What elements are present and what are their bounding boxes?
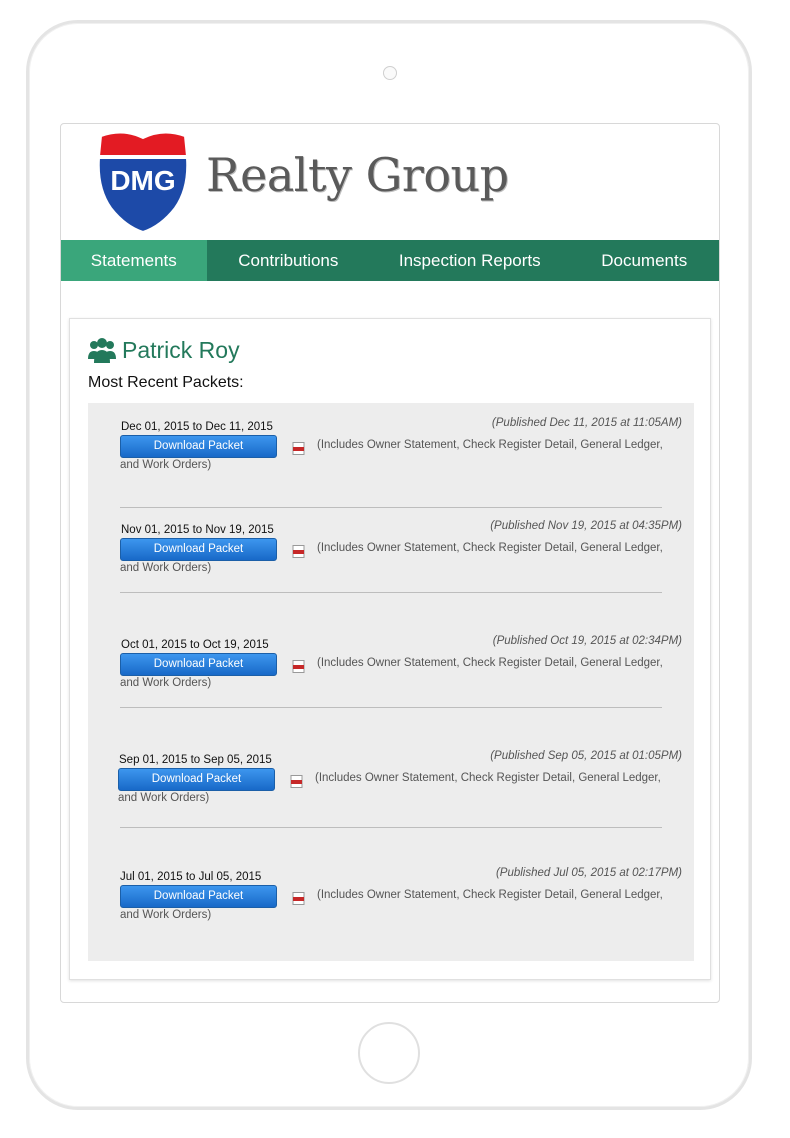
nav-tab-documents[interactable]: Documents (601, 251, 688, 270)
section-title: Most Recent Packets: (88, 374, 244, 391)
packets-panel (69, 318, 711, 980)
download-packet-button[interactable]: Download Packet (120, 538, 277, 561)
nav-tab-inspection-reports[interactable]: Inspection Reports (398, 251, 541, 270)
brand-name: Realty Group (206, 148, 509, 202)
packet-published: (Published Jul 05, 2015 at 02:17PM) (495, 867, 682, 879)
packet-published: (Published Nov 19, 2015 at 04:35PM) (490, 520, 682, 532)
home-button[interactable] (358, 1022, 420, 1084)
logo-text: DMG (110, 165, 176, 196)
packet-includes: (Includes Owner Statement, Check Register Detail, General Ledger, (315, 772, 661, 784)
divider (120, 827, 662, 828)
divider (120, 707, 662, 708)
user-heading (88, 333, 240, 367)
divider (120, 592, 662, 593)
packet-includes-continued: and Work Orders) (120, 459, 212, 471)
pdf-icon[interactable] (292, 442, 305, 455)
packet-date-range: Jul 01, 2015 to Jul 05, 2015 (120, 871, 262, 883)
packet-includes: (Includes Owner Statement, Check Register Detail, General Ledger, (317, 889, 663, 901)
header (61, 124, 719, 240)
packet-date-range: Oct 01, 2015 to Oct 19, 2015 (121, 639, 269, 651)
users-icon (88, 337, 116, 363)
packet-published: (Published Oct 19, 2015 at 02:34PM) (492, 635, 682, 647)
download-packet-button[interactable]: Download Packet (120, 435, 277, 458)
packet-includes-continued: and Work Orders) (118, 792, 210, 804)
main-nav (61, 240, 719, 281)
packet-includes: (Includes Owner Statement, Check Register Detail, General Ledger, (317, 439, 663, 451)
packet-includes-continued: and Work Orders) (120, 909, 212, 921)
packet-date-range: Sep 01, 2015 to Sep 05, 2015 (119, 754, 272, 766)
divider (120, 507, 662, 508)
pdf-icon[interactable] (292, 892, 305, 905)
dmg-shield-logo (95, 128, 191, 232)
packet-includes: (Includes Owner Statement, Check Register Detail, General Ledger, (317, 657, 663, 669)
packet-date-range: Nov 01, 2015 to Nov 19, 2015 (121, 524, 274, 536)
packet-date-range: Dec 01, 2015 to Dec 11, 2015 (121, 421, 273, 433)
packet-published: (Published Sep 05, 2015 at 01:05PM) (490, 750, 682, 762)
packet-includes-continued: and Work Orders) (120, 677, 212, 689)
pdf-icon[interactable] (292, 660, 305, 673)
packet-includes: (Includes Owner Statement, Check Register Detail, General Ledger, (317, 542, 663, 554)
download-packet-button[interactable]: Download Packet (118, 768, 275, 791)
nav-tab-statements[interactable]: Statements (61, 240, 207, 281)
nav-tab-contributions[interactable]: Contributions (238, 251, 339, 270)
camera-icon (383, 66, 397, 80)
screen (60, 123, 720, 1003)
packet-includes-continued: and Work Orders) (120, 562, 212, 574)
pdf-icon[interactable] (292, 545, 305, 558)
packet-published: (Published Dec 11, 2015 at 11:05AM) (491, 417, 682, 429)
user-name: Patrick Roy (122, 336, 240, 363)
download-packet-button[interactable]: Download Packet (120, 885, 277, 908)
pdf-icon[interactable] (290, 775, 303, 788)
packets-list (88, 403, 694, 961)
download-packet-button[interactable]: Download Packet (120, 653, 277, 676)
